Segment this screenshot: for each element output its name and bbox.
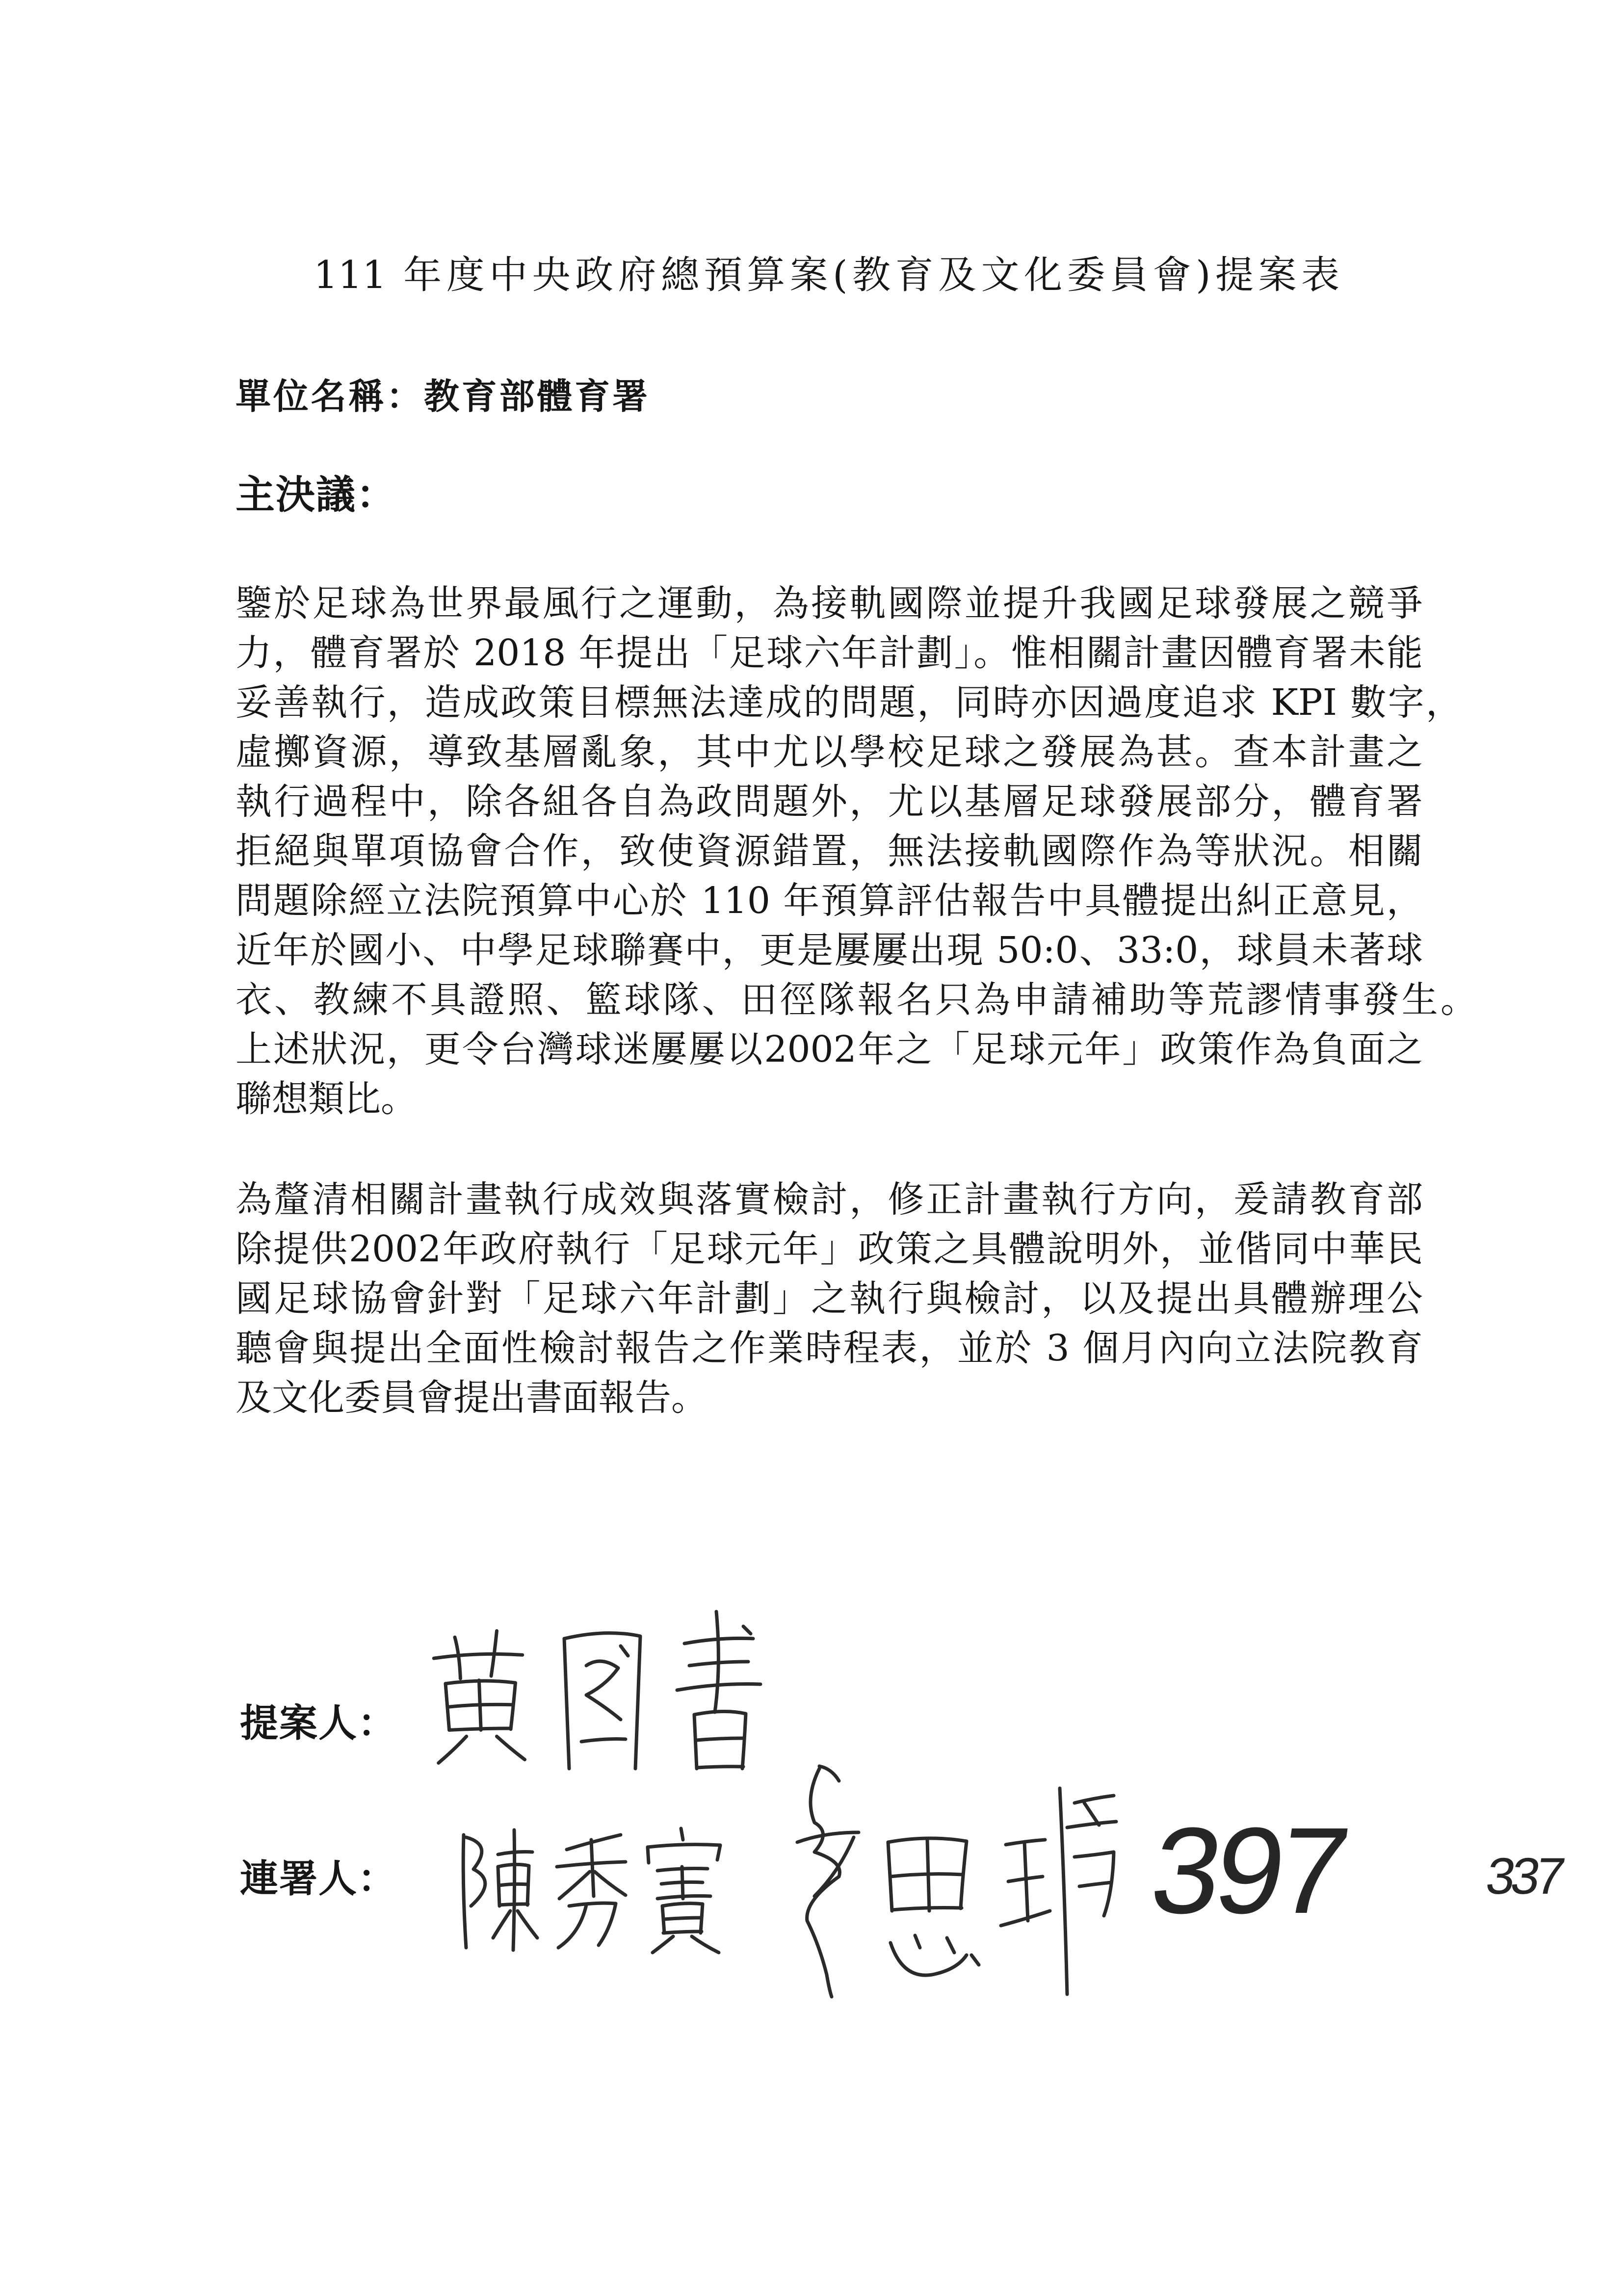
text-line: 聯想類比。 bbox=[236, 1078, 417, 1120]
text-line: 力，體育署於 2018 年提出「足球六年計劃」。惟相關計畫因體育署未能 bbox=[236, 632, 1423, 674]
text-line: 虛擲資源，導致基層亂象，其中尤以學校足球之發展為甚。查本計畫之 bbox=[236, 731, 1423, 773]
paragraph-1 bbox=[236, 579, 1477, 1124]
text-line: 上述狀況，更令台灣球迷屢屢以2002年之「足球元年」政策作為負面之 bbox=[236, 1028, 1423, 1070]
handwritten-number: 397 bbox=[1143, 1802, 1353, 1939]
unit-label: 單位名稱： bbox=[236, 375, 424, 417]
cosigner-label: 連署人： bbox=[240, 1856, 396, 1901]
page-number-mark: 337 bbox=[1482, 1848, 1565, 1905]
unit-line bbox=[236, 373, 648, 420]
text-line: 拒絕與單項協會合作，致使資源錯置，無法接軌國際作為等狀況。相關 bbox=[236, 830, 1423, 872]
cosigner-signature-1 bbox=[451, 1827, 736, 1960]
cosigner-signature-2 bbox=[785, 1759, 1128, 2004]
document-title: 111 年度中央政府總預算案(教育及文化委員會)提案表 bbox=[314, 253, 1339, 297]
text-line: 妥善執行，造成政策目標無法達成的問題，同時亦因過度追求 KPI 數字， bbox=[236, 681, 1462, 724]
text-line: 國足球協會針對「足球六年計劃」之執行與檢討，以及提出具體辦理公 bbox=[236, 1278, 1423, 1320]
proposer-label: 提案人： bbox=[240, 1701, 396, 1746]
text-line: 聽會與提出全面性檢討報告之作業時程表，並於 3 個月內向立法院教育 bbox=[236, 1327, 1423, 1369]
text-line: 及文化委員會提出書面報告。 bbox=[236, 1377, 707, 1419]
text-line: 衣、教練不具證照、籃球隊、田徑隊報名只為申請補助等荒謬情事發生。 bbox=[236, 979, 1477, 1021]
text-line: 鑒於足球為世界最風行之運動，為接軌國際並提升我國足球發展之競爭 bbox=[236, 582, 1423, 625]
text-line: 近年於國小、中學足球聯賽中，更是屢屢出現 50:0、33:0，球員未著球 bbox=[236, 929, 1423, 971]
resolution-heading: 主決議： bbox=[236, 471, 395, 518]
text-line: 為釐清相關計畫執行成效與落實檢討，修正計畫執行方向，爰請教育部 bbox=[236, 1178, 1423, 1221]
unit-name: 教育部體育署 bbox=[424, 375, 648, 417]
text-line: 問題除經立法院預算中心於 110 年預算評估報告中具體提出糾正意見， bbox=[236, 880, 1423, 922]
text-line: 執行過程中，除各組各自為政問題外，尤以基層足球發展部分，體育署 bbox=[236, 781, 1423, 823]
text-line: 除提供2002年政府執行「足球元年」政策之具體說明外，並偕同中華民 bbox=[236, 1228, 1423, 1270]
paragraph-2 bbox=[236, 1175, 1423, 1423]
proposer-signature bbox=[422, 1607, 765, 1778]
